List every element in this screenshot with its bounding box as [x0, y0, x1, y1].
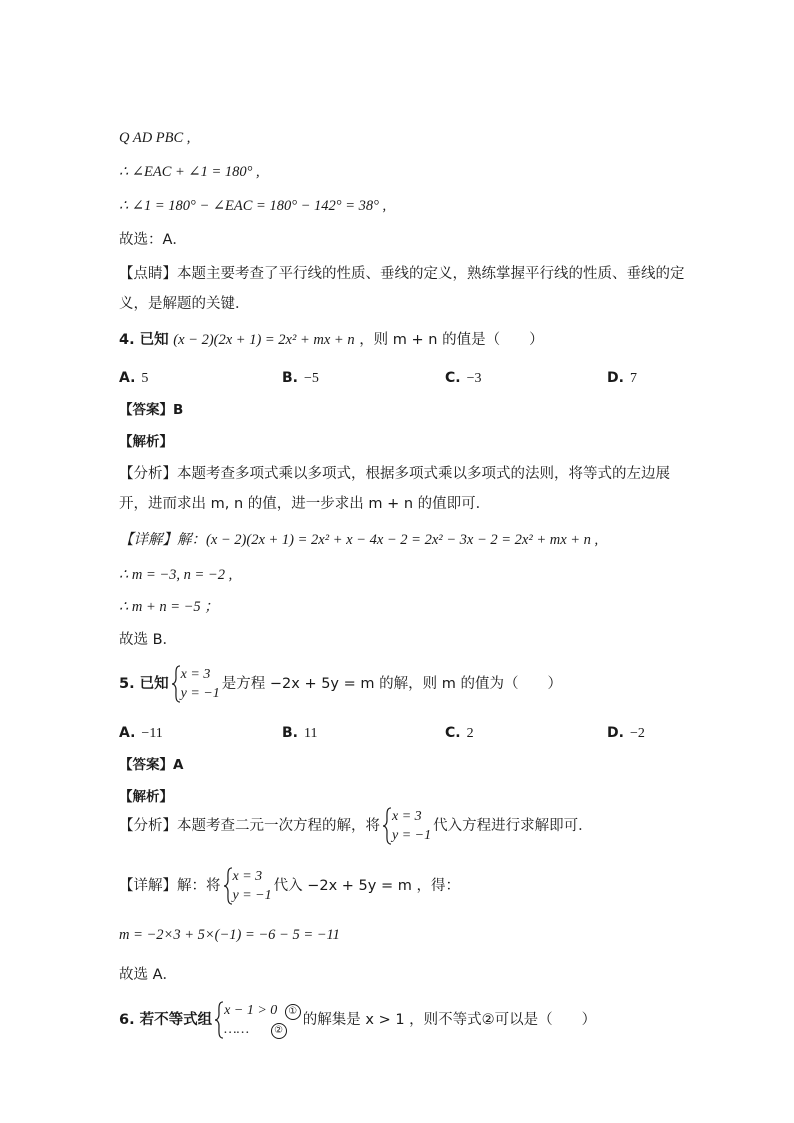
solution-step: ∴ m = −3, n = −2 , [119, 567, 233, 583]
option-c: C. 2 [445, 725, 474, 741]
option-d: D. 7 [607, 370, 637, 386]
inequality-system: x − 1 > 0 ① …… ② [214, 1001, 301, 1039]
fenxi-line: 开，进而求出 m, n 的值，进一步求出 m + n 的值即可． [119, 496, 491, 512]
dianjing-line: 【点睛】本题主要考查了平行线的性质、垂线的定义，熟练掌握平行线的性质、垂线的定 [119, 266, 685, 282]
question-5: 5. 已知 x = 3 y = −1 是方程 −2x + 5y = m 的解，则 m 的值为（ ） [119, 667, 562, 701]
equation-system: x = 3 y = −1 [223, 867, 272, 905]
dianjing-line: 义，是解题的关键． [119, 296, 250, 312]
question-6: 6. 若不等式组 x − 1 > 0 ① …… ② 的解集是 x > 1 ，则不等式②可以是（ ） [119, 1003, 597, 1037]
answer-label: 【答案】A [119, 757, 184, 773]
text-line: Q AD PBC , [119, 130, 191, 146]
text-line: ∴ ∠EAC + ∠1 = 180° , [119, 164, 260, 180]
choose-line: 故选 A． [119, 967, 178, 983]
fenxi-line: 【分析】本题考查二元一次方程的解，将 x = 3 y = −1 代入方程进行求解即可． [119, 809, 593, 843]
answer-label: 【答案】B [119, 402, 184, 418]
detail-line: 【详解】解：将 x = 3 y = −1 代入 −2x + 5y = m ，得： [119, 869, 460, 903]
equation-system: x = 3 y = −1 [382, 807, 431, 845]
option-b: B. 11 [282, 725, 318, 741]
option-d: D. −2 [607, 725, 645, 741]
equation-system: x = 3 y = −1 [171, 665, 220, 703]
circled-one: ① [285, 1004, 301, 1020]
option-c: C. −3 [445, 370, 482, 386]
calculation-line: m = −2×3 + 5×(−1) = −6 − 5 = −11 [119, 927, 340, 943]
detail-line: 【详解】解：(x − 2)(2x + 1) = 2x² + x − 4x − 2 = 2x² − 3x − 2 = 2x² + mx + n , [119, 532, 599, 548]
option-a: A. −11 [119, 725, 163, 741]
option-b: B. −5 [282, 370, 319, 386]
text-line: ∴ ∠1 = 180° − ∠EAC = 180° − 142° = 38° , [119, 198, 387, 214]
fenxi-line: 【分析】本题考查多项式乘以多项式，根据多项式乘以多项式的法则，将等式的左边展 [119, 466, 670, 482]
analysis-label: 【解析】 [119, 434, 173, 450]
choose-line: 故选 B． [119, 632, 178, 648]
circled-two: ② [271, 1023, 287, 1039]
option-a: A. 5 [119, 370, 149, 386]
analysis-label: 【解析】 [119, 789, 173, 805]
question-4: 4. 已知 (x − 2)(2x + 1) = 2x² + mx + n ，则 m + n 的值是（ ） [119, 332, 544, 348]
text-line: 故选：A． [119, 232, 187, 248]
solution-step: ∴ m + n = −5 ； [119, 599, 219, 615]
